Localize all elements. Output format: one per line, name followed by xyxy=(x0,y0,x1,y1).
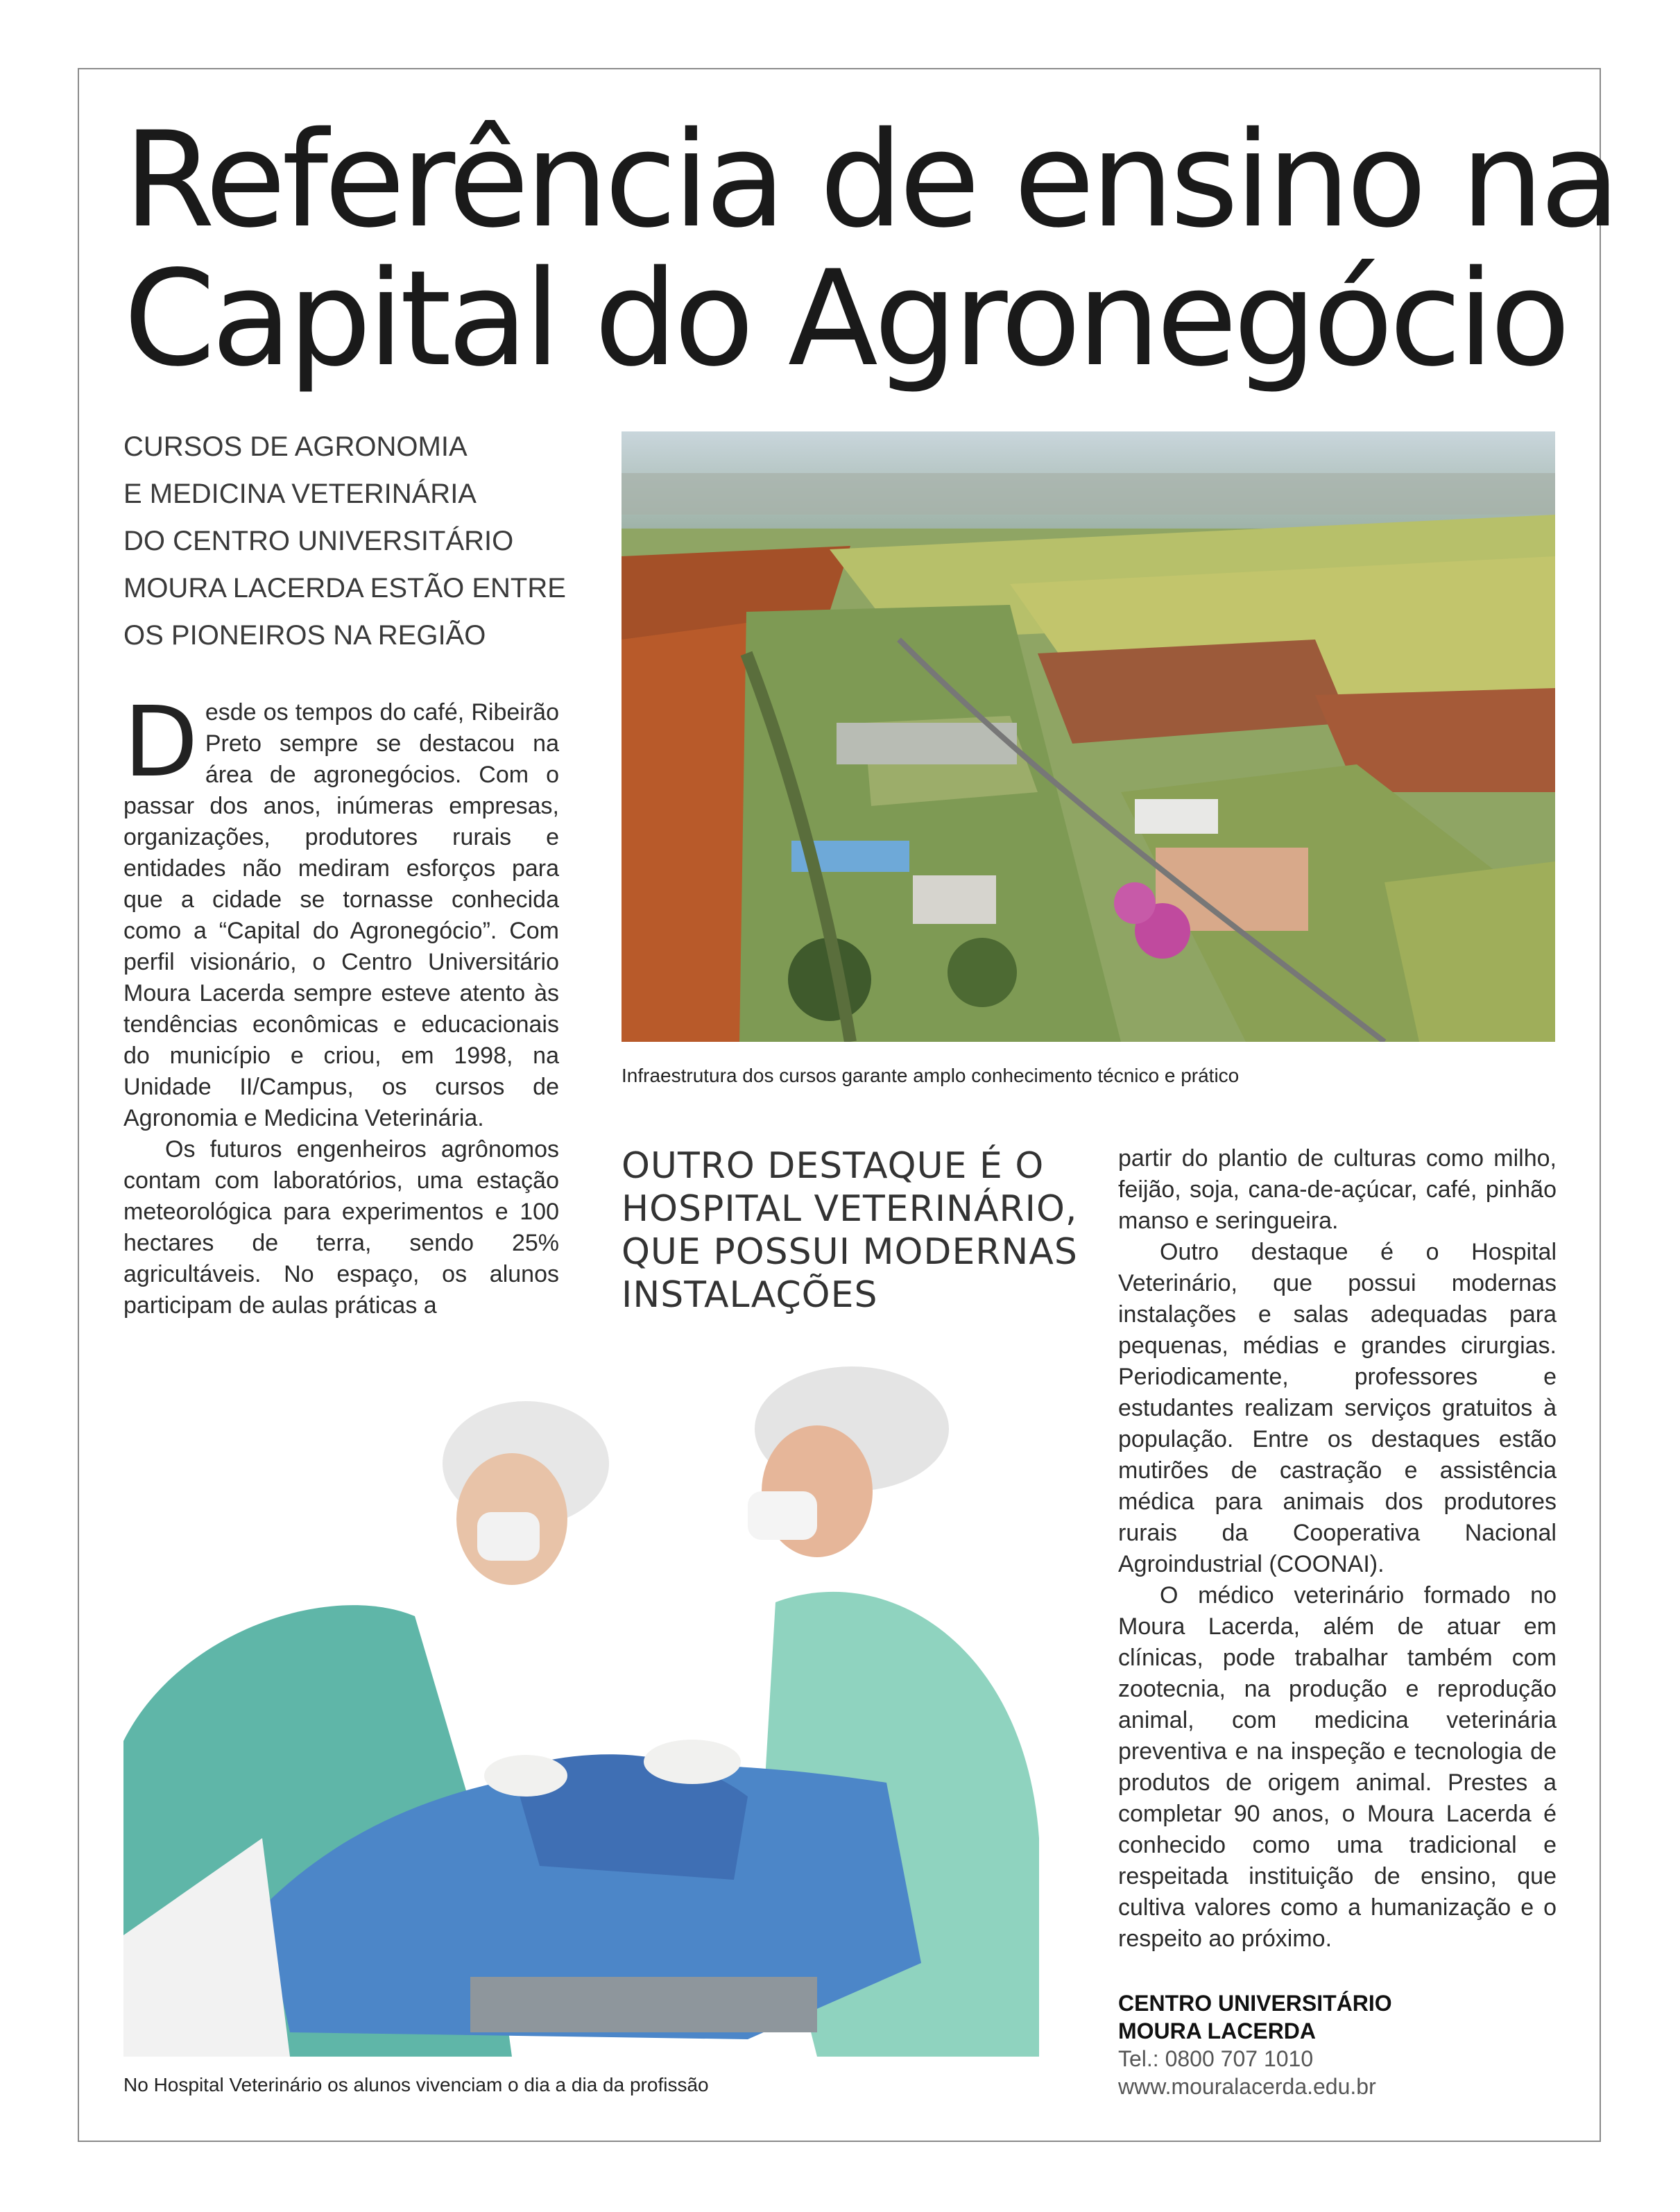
deck-line: E MEDICINA VETERINÁRIA xyxy=(123,479,477,509)
headline xyxy=(123,103,1617,395)
paragraph-1 xyxy=(123,686,559,1134)
deck-line: CURSOS DE AGRONOMIA xyxy=(123,431,468,462)
paragraph-2: Os futuros engenheiros agrônomos contam com laboratórios, uma estação meteorológica para experimentos e 100 hectares de terra, sendo 25% agricultáveis. No espaço, os alunos participam de aulas práticas a xyxy=(123,1136,559,1319)
pull-quote xyxy=(622,1144,1093,1317)
article-column-1 xyxy=(123,686,559,1321)
headline-line-2: Capital do Agronegócio xyxy=(123,242,1567,395)
aerial-photo-caption: Infraestrutura dos cursos garante amplo conhecimento técnico e prático xyxy=(622,1065,1240,1086)
pull-quote-line: OUTRO DESTAQUE É O xyxy=(622,1145,1045,1187)
drop-cap: D xyxy=(123,686,198,799)
vet-photo-caption: No Hospital Veterinário os alunos vivenciam o dia a dia da profissão xyxy=(123,2074,709,2095)
article-column-3 xyxy=(1118,1143,1557,1955)
website-link[interactable]: www.mouralacerda.edu.br xyxy=(1118,2074,1376,2099)
contact-block xyxy=(1118,1989,1562,2100)
deck-line: DO CENTRO UNIVERSITÁRIO xyxy=(123,526,514,556)
aerial-campus-photo xyxy=(622,431,1555,1042)
paragraph-5: O médico veterinário formado no Moura Lacerda, além de atuar em clínicas, pode trabalhar também com zootecnia, na produção e reprodução animal, com medicina veterinária preventiva e na inspeção e tecnologia de produtos de origem animal. Prestes a completar 90 anos, o Moura Lacerda é conhecido como uma tradicional e respeitada instituição de ensino, que cultiva valores como a humanização e o respeito ao próximo. xyxy=(1118,1582,1557,1952)
phone-number: Tel.: 0800 707 1010 xyxy=(1118,2046,1314,2071)
pull-quote-line: HOSPITAL VETERINÁRIO, xyxy=(622,1188,1078,1230)
deck-subheading xyxy=(123,423,567,659)
headline-line-1: Referência de ensino na xyxy=(123,103,1617,257)
pull-quote-line: QUE POSSUI MODERNAS xyxy=(622,1231,1078,1273)
paragraph-4: Outro destaque é o Hospital Veterinário, que possui modernas instalações e salas adequadas para pequenas, médias e grandes cirurgias. Periodicamente, professores e estudantes realizam serviços gratuitos à população. Entre os destaques estão mutirões de castração e assistência médica para animais dos produtores rurais da Cooperativa Nacional Agroindustrial (COONAI). xyxy=(1118,1239,1557,1577)
deck-line: MOURA LACERDA ESTÃO ENTRE xyxy=(123,573,566,603)
paragraph-3: partir do plantio de culturas como milho, feijão, soja, cana-de-açúcar, café, pinhão manso e seringueira. xyxy=(1118,1145,1557,1234)
deck-line: OS PIONEIROS NA REGIÃO xyxy=(123,620,486,651)
paragraph-1-text: esde os tempos do café, Ribeirão Preto sempre se destacou na área de agronegócios. Com o passar dos anos, inúmeras empresas, organizações, produtores rurais e entidades não mediram esforços para que a cidade se tornasse conhecida como a “Capital do Agronegócio”. Com perfil visionário, o Centro Universitário Moura Lacerda sempre esteve atento às tendências econômicas e educacionais do município e criou, em 1998, na Unidade II/Campus, os cursos de Agronomia e Medicina Veterinária. xyxy=(123,699,559,1131)
pull-quote-line: INSTALAÇÕES xyxy=(622,1274,878,1316)
org-name-line-2: MOURA LACERDA xyxy=(1118,2018,1317,2043)
veterinary-surgery-photo xyxy=(123,1353,1060,2057)
org-name-line-1: CENTRO UNIVERSITÁRIO xyxy=(1118,1991,1392,2016)
